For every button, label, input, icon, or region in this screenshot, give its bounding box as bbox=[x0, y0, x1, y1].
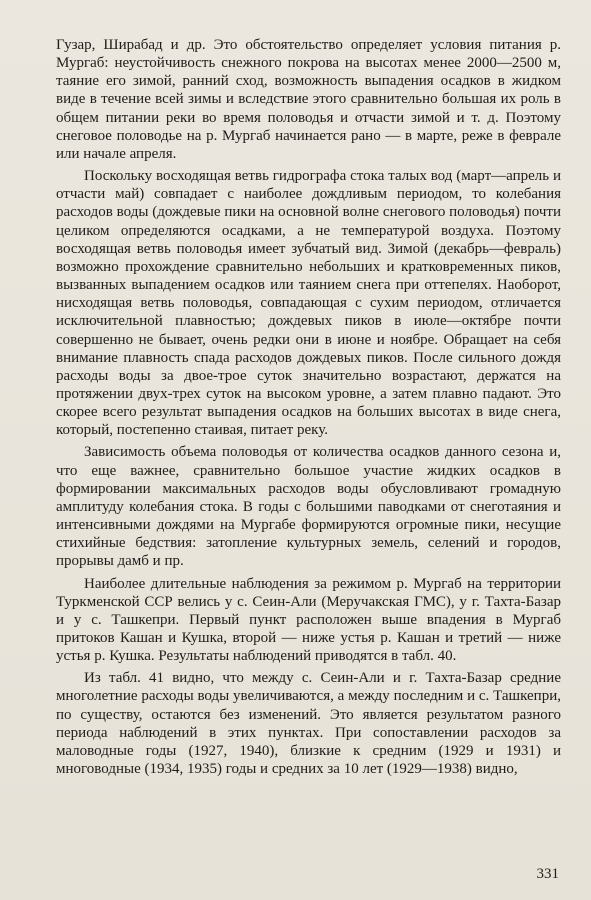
paragraph-4: Наиболее длительные наблюдения за режимом р. Мургаб на территории Туркменской ССР велись у с. Сеин-Али (Меручакская ГМС), у г. Тахта-Базар и у с. Ташкепри. Первый пункт расположен выше впадения в Мургаб притоков Кашан и Кушка, второй — ниже устья р. Кашан и третий — ниже устья р. Кушка. Результаты наблюдений приводятся в табл. 40. bbox=[56, 575, 561, 665]
paragraph-5: Из табл. 41 видно, что между с. Сеин-Али и г. Тахта-Базар средние многолетние расходы воды увеличиваются, а между последним и с. Ташкепри, по существу, остаются без изменений. Это является результатом разного периода наблюдений в этих пунктах. При сопоставлении расходов за маловодные годы (1927, 1940), близкие к средним (1929 и 1931) и многоводные (1934, 1935) годы и средних за 10 лет (1929—1938) видно, bbox=[56, 670, 561, 778]
paragraph-2: Поскольку восходящая ветвь гидрографа стока талых вод (март—апрель и отчасти май) совпадает с наиболее дождливым периодом, то колебания расходов воды (дождевые пики на основной волне снегового половодья) почти целиком определяются осадками, а не температурой воздуха. Поэтому восходящая ветвь половодья имеет зубчатый вид. Зимой (декабрь—февраль) возможно прохождение сравнительно небольших и кратковременных пиков, вызванных выпадением осадков или таянием снега при оттепелях. Наоборот, нисходящая ветвь половодья, совпадающая с сухим периодом, отличается исключительной плавностью; дождевых пиков в июле—октябре почти совершенно не бывает, очень редки они в июне и ноябре. Обращает на себя внимание плавность спада расходов дождевых пиков. После сильного дождя расходы воды за двое-трое суток значительно возрастают, держатся на протяжении двух-трех суток на высоком уровне, а затем плавно падают. Это скорее всего результат выпадения осадков на больших высотах в виде снега, который, постепенно стаивая, питает реку. bbox=[56, 168, 561, 439]
paragraph-3: Зависимость объема половодья от количества осадков данного сезона и, что еще важнее, сравнительно большое участие жидких осадков в формировании максимальных расходов воды обусловливают громадную амплитуду колебания стока. В годы с большими паводками от снеготаяния и интенсивными дождями на Мургабе формируются огромные пики, несущие стихийные бедствия: затопление культурных земель, селений и городов, прорывы дамб и пр. bbox=[56, 444, 561, 570]
paragraph-1: Гузар, Ширабад и др. Это обстоятельство определяет условия питания р. Мургаб: неустойчивость снежного покрова на высотах менее 2000—2500 м, таяние его зимой, ранний сход, возможность выпадения осадков в жидком виде в течение всей зимы и вследствие этого сравнительно большая их роль в общем питании реки во время половодья и отчасти зимой и т. д. Поэтому снеговое половодье на р. Мургаб начинается рано — в марте, реже в феврале или начале апреля. bbox=[56, 37, 561, 162]
body-text bbox=[56, 36, 561, 778]
page-number: 331 bbox=[536, 866, 559, 882]
